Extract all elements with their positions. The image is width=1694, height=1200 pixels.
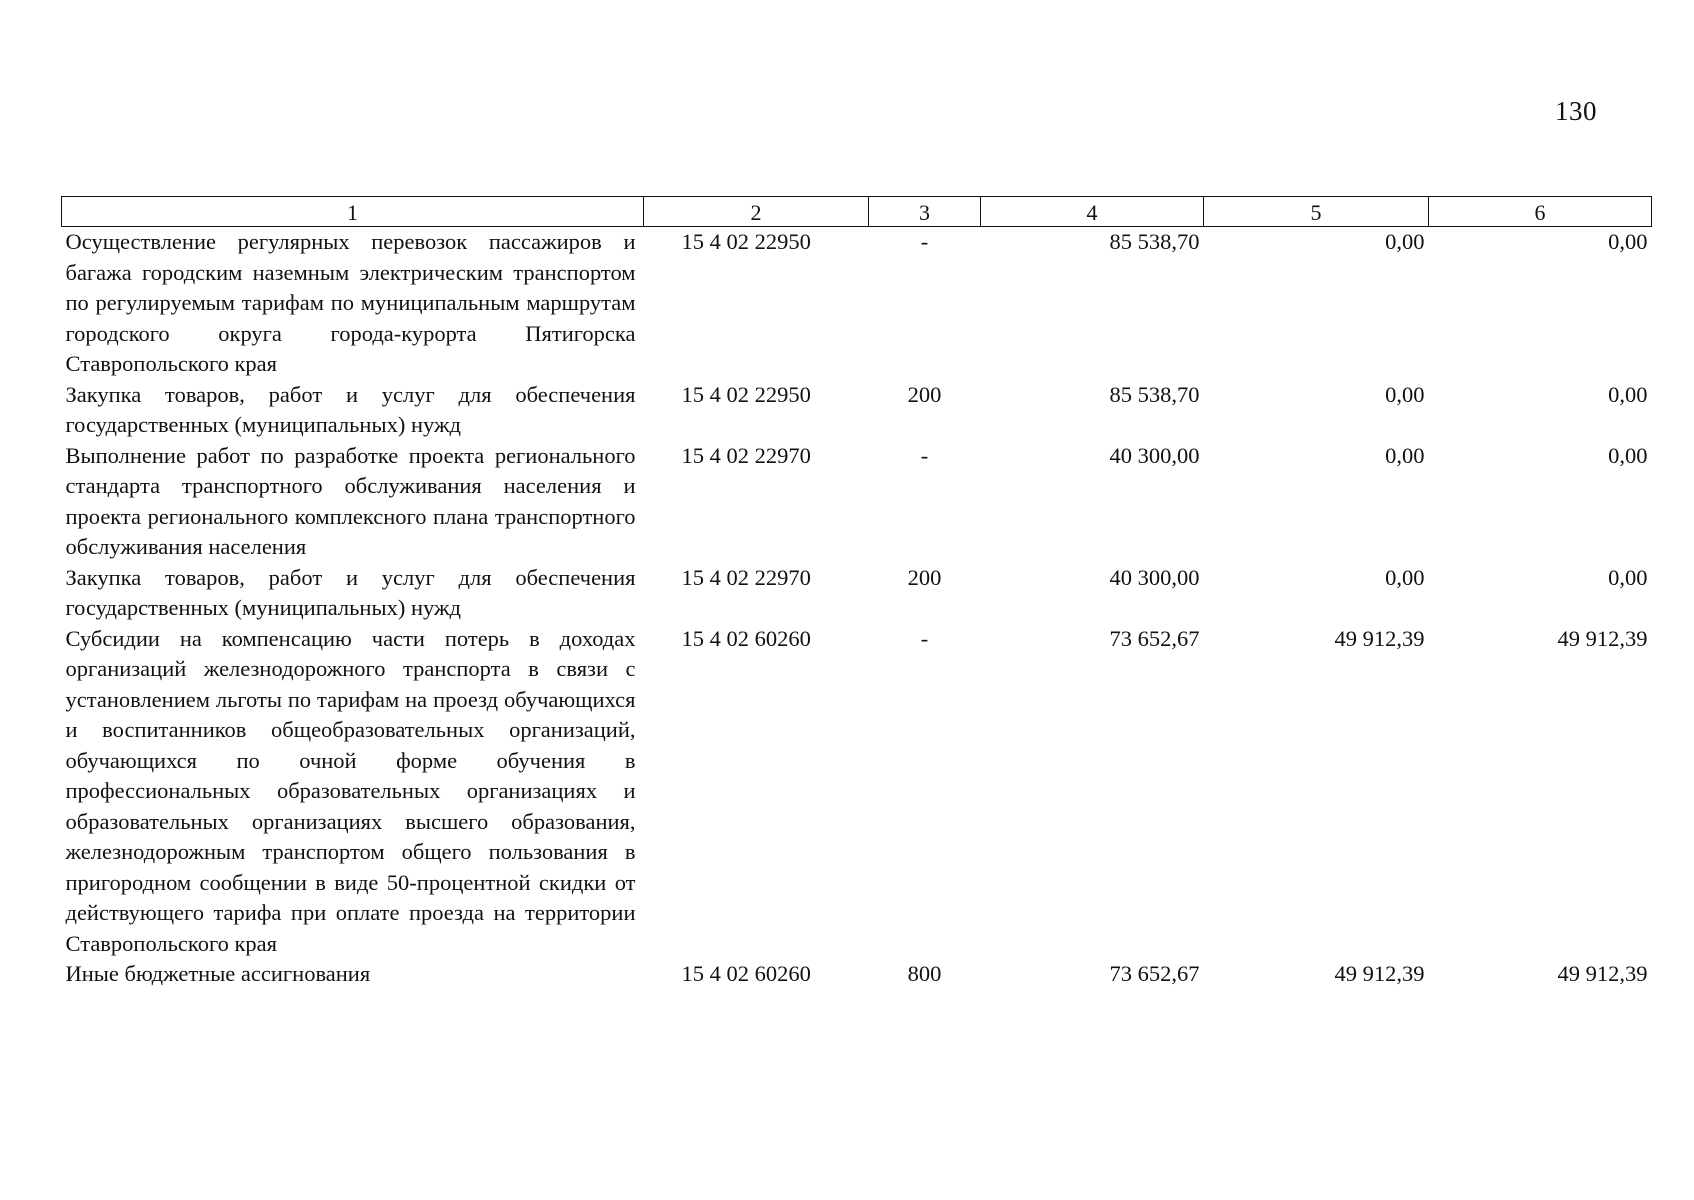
page-number: 130 [1555, 96, 1597, 126]
column-header-4: 4 [981, 197, 1204, 227]
row-amount-col5: 0,00 [1385, 381, 1425, 407]
row-description: Закупка товаров, работ и услуг для обеспечения государственных (муниципальных) нужд [65, 564, 636, 620]
column-header-1: 1 [62, 197, 644, 227]
row-description: Закупка товаров, работ и услуг для обеспечения государственных (муниципальных) нужд [65, 381, 636, 437]
column-header-6: 6 [1429, 197, 1652, 227]
row-amount-col6: 0,00 [1608, 229, 1648, 254]
row-expense-type: 800 [907, 961, 942, 986]
row-expense-type: - [920, 442, 929, 468]
row-amount-col6: 49 912,39 [1557, 961, 1648, 986]
row-amount-col4: 40 300,00 [1109, 564, 1200, 590]
table-row [62, 380, 1652, 441]
column-header-2: 2 [644, 197, 869, 227]
row-amount-col4: 85 538,70 [1109, 381, 1200, 407]
row-amount-col6: 0,00 [1608, 564, 1648, 590]
row-amount-col4: 73 652,67 [1109, 961, 1200, 986]
row-amount-col5: 0,00 [1385, 442, 1425, 468]
table-header [62, 197, 1652, 227]
row-amount-col4: 73 652,67 [1109, 625, 1200, 651]
table-row [62, 959, 1652, 990]
row-description: Выполнение работ по разработке проекта регионального стандарта транспортного обслуживания населения и проекта регионального комплексного плана транспортного обслуживания населения [65, 442, 636, 559]
row-target-code: 15 4 02 22970 [681, 442, 811, 468]
row-description: Иные бюджетные ассигнования [65, 961, 371, 986]
row-target-code: 15 4 02 60260 [681, 961, 811, 986]
table-row [62, 563, 1652, 624]
budget-table-container [61, 196, 1651, 990]
row-amount-col5: 0,00 [1385, 229, 1425, 254]
row-amount-col6: 0,00 [1608, 381, 1648, 407]
table-body [62, 227, 1652, 990]
column-header-3: 3 [869, 197, 981, 227]
row-amount-col5: 0,00 [1385, 564, 1425, 590]
row-target-code: 15 4 02 22970 [681, 564, 811, 590]
row-target-code: 15 4 02 22950 [681, 229, 811, 254]
table-row [62, 227, 1652, 380]
row-expense-type: 200 [907, 381, 942, 407]
row-description: Осуществление регулярных перевозок пассажиров и багажа городским наземным электрическим транспортом по регулируемым тарифам по муниципальным маршрутам городского округа города-курорта Пятигорска Ставропольского края [65, 229, 636, 376]
row-amount-col5: 49 912,39 [1334, 625, 1425, 651]
row-amount-col5: 49 912,39 [1334, 961, 1425, 986]
row-amount-col4: 85 538,70 [1109, 229, 1200, 254]
table-row [62, 441, 1652, 563]
row-amount-col6: 0,00 [1608, 442, 1648, 468]
row-target-code: 15 4 02 22950 [681, 381, 811, 407]
row-expense-type: 200 [907, 564, 942, 590]
column-header-5: 5 [1204, 197, 1429, 227]
row-target-code: 15 4 02 60260 [681, 625, 811, 651]
row-amount-col6: 49 912,39 [1557, 625, 1648, 651]
header-row [62, 197, 1652, 227]
budget-table [61, 196, 1652, 990]
table-row [62, 624, 1652, 960]
row-description: Субсидии на компенсацию части потерь в доходах организаций железнодорожного транспорта в связи с установлением льготы по тарифам на проезд обучающихся и воспитанников общеобразовательных организаций, обучающихся по очной форме обучения в профессиональных образовательных организациях и образовательных организациях высшего образования, железнодорожным транспортом общего пользования в пригородном сообщении в виде 50-процентной скидки от действующего тарифа при оплате проезда на территории Ставропольского края [65, 625, 636, 956]
row-expense-type: - [920, 229, 929, 254]
row-expense-type: - [920, 625, 929, 651]
row-amount-col4: 40 300,00 [1109, 442, 1200, 468]
